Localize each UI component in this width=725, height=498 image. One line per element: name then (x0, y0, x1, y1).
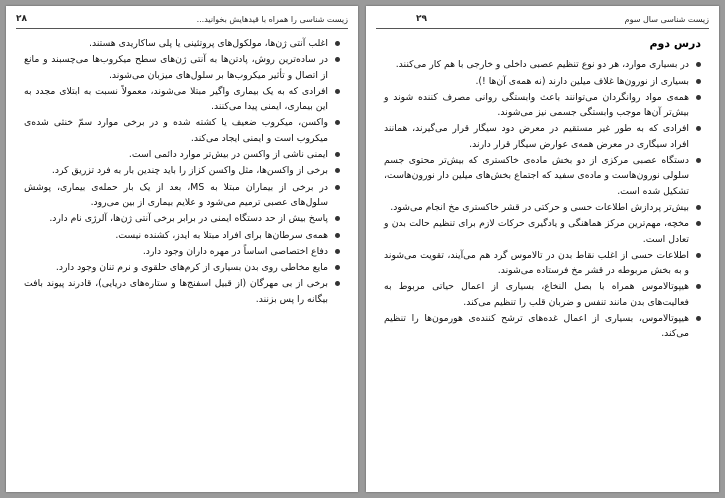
bullet-icon (696, 253, 701, 258)
list-item (24, 84, 340, 115)
item-text: همه‌ی سرطان‌ها برای افراد مبتلا به ایدز، کشنده نیست. (115, 229, 328, 241)
item-text: اغلب آنتی ژن‌ها، مولکول‌های پروتئینی یا پلی ساکاریدی هستند. (89, 38, 328, 49)
list-item (24, 163, 340, 178)
page-header (376, 14, 709, 29)
page-header (16, 14, 348, 29)
list-item (384, 311, 701, 342)
bullet-icon (696, 205, 701, 210)
item-text: اطلاعات حسی از اغلب نقاط بدن در تالاموس گرد هم می‌آیند، تقویت می‌شوند و به بخش مربوطه در قشر مخ فرستاده می‌شوند. (384, 249, 689, 277)
bullet-icon (335, 185, 340, 190)
list-item (384, 248, 701, 279)
list-item (384, 200, 701, 215)
section-title: درس دوم (649, 37, 701, 50)
bullet-icon (335, 249, 340, 254)
bullet-icon (335, 281, 340, 286)
item-text: هیپوتالاموس، بسیاری از اعمال غده‌های ترشح کننده‌ی هورمون‌ها را تنظیم می‌کند. (384, 313, 689, 340)
list-item (24, 52, 340, 83)
item-text: مخچه، مهم‌ترین مرکز هماهنگی و یادگیری حرکات لازم برای تنظیم حالت بدن و تعادل است. (384, 218, 689, 245)
bullet-icon (696, 126, 701, 131)
page-content (384, 36, 701, 484)
header-title: زیست شناسی سال سوم (624, 15, 709, 24)
item-text: مایع مخاطی روی بدن بسیاری از کرم‌های حلقوی و نرم تنان وجود دارد. (55, 262, 328, 274)
bullet-icon (696, 284, 701, 289)
page-number: ۲۹ (416, 14, 427, 24)
list-item (24, 115, 340, 146)
list-item (24, 244, 340, 259)
bullet-icon (335, 57, 340, 62)
item-text: افرادی که به طور غیر مستقیم در معرض دود سیگار قرار می‌گیرند، همانند افراد سیگاری در معرض همه‌ی عوارض سیگار قرار دارند. (384, 123, 689, 150)
item-text: برخی از بی مهرگان (از قبیل اسفنج‌ها و ستاره‌های دریایی)، قادرند پیوند بافت بیگانه را پس بزنند. (24, 278, 328, 305)
list-item (384, 90, 701, 121)
bullet-icon (696, 158, 701, 163)
bullet-icon (335, 216, 340, 221)
list-item (24, 36, 340, 51)
item-text: در بسیاری موارد، هر دو نوع تنظیم عصبی داخلی و خارجی با هم کار می‌کنند. (395, 59, 689, 71)
list-item (384, 153, 701, 199)
bullet-icon (696, 221, 701, 226)
right-page (366, 6, 719, 492)
list-item (24, 211, 340, 226)
left-page (6, 6, 358, 492)
list-item (24, 180, 340, 211)
list-item (24, 276, 340, 307)
page-number: ۲۸ (16, 14, 27, 24)
list-item (24, 260, 340, 275)
item-text: افرادی که به یک بیماری واگیر مبتلا می‌شوند، معمولاً نسبت به ابتلای مجدد به این بیماری، ایمنی پیدا می‌کنند. (24, 85, 328, 113)
item-text: هیپوتالاموس همراه با بصل النخاع، بسیاری از اعمال حیاتی مربوط به فعالیت‌های بدن مانند تنفس و ضربان قلب را تنظیم می‌کند. (384, 281, 689, 308)
bullet-icon (696, 95, 701, 100)
bullet-icon (696, 79, 701, 84)
header-title: زیست شناسی را همراه با قیدهایش بخوانید... (196, 15, 348, 24)
item-text: در برخی از بیماران مبتلا به MS، بعد از یک بار حمله‌ی بیماری، پوشش سلول‌های عصبی ترمیم می‌شود و علایم بیماری از بین می‌رود. (24, 181, 328, 208)
bullet-icon (335, 89, 340, 94)
item-text: دفاع اختصاصی اساساً در مهره داران وجود دارد. (142, 245, 328, 257)
list-item (24, 147, 340, 162)
list-item (384, 57, 701, 72)
item-text: واکسن، میکروب ضعیف یا کشته شده و در برخی موارد سمّ خنثی شده‌ی میکروب است و ایمنی ایجاد می‌کند. (24, 117, 328, 144)
bullet-icon (696, 316, 701, 321)
bullet-icon (335, 41, 340, 46)
bullet-icon (335, 233, 340, 238)
item-text: بسیاری از نورون‌ها غلاف میلین دارند (نه همه‌ی آن‌ها !). (475, 75, 689, 87)
bullet-icon (335, 265, 340, 270)
item-text: پاسخ بیش از حد دستگاه ایمنی در برابر برخی آنتی ژن‌ها، آلرژی نام دارد. (49, 213, 328, 225)
item-text: ایمنی ناشی از واکسن در بیش‌تر موارد دائمی است. (128, 149, 328, 161)
item-text: در ساده‌ترین روش، پادتن‌ها به آنتی ژن‌های سطح میکروب‌ها می‌چسبند و مانع از اتصال و تأثیر میکروب‌ها بر سلول‌های میزبان می‌شوند. (24, 54, 328, 81)
list-item (384, 216, 701, 247)
bullet-icon (335, 152, 340, 157)
item-text: بیش‌تر پردازش اطلاعات حسی و حرکتی در قشر خاکستری مخ انجام می‌شود. (390, 201, 689, 213)
list-item (24, 228, 340, 243)
item-text: همه‌ی مواد روانگردان می‌توانند باعث وابستگی روانی مصرف کننده شوند و بیش‌تر آن‌ها موجب وابستگی جسمی نیز می‌شوند. (384, 91, 689, 119)
list-item (384, 279, 701, 310)
item-text: برخی از واکسن‌ها، مثل واکسن کزاز را باید چندین بار به فرد تزریق کرد. (51, 165, 328, 177)
list-item (384, 74, 701, 89)
list-item (384, 121, 701, 152)
item-text: دستگاه عصبی مرکزی از دو بخش ماده‌ی خاکستری که بیش‌تر محتوی جسم سلولی نورون‌هاست و ماده‌ی سفید که اجتماع بخش‌های میلین دار نورون‌هاست، تشکیل شده است. (384, 155, 689, 197)
page-content (24, 36, 340, 484)
bullet-icon (335, 168, 340, 173)
bullet-icon (696, 62, 701, 67)
bullet-icon (335, 120, 340, 125)
